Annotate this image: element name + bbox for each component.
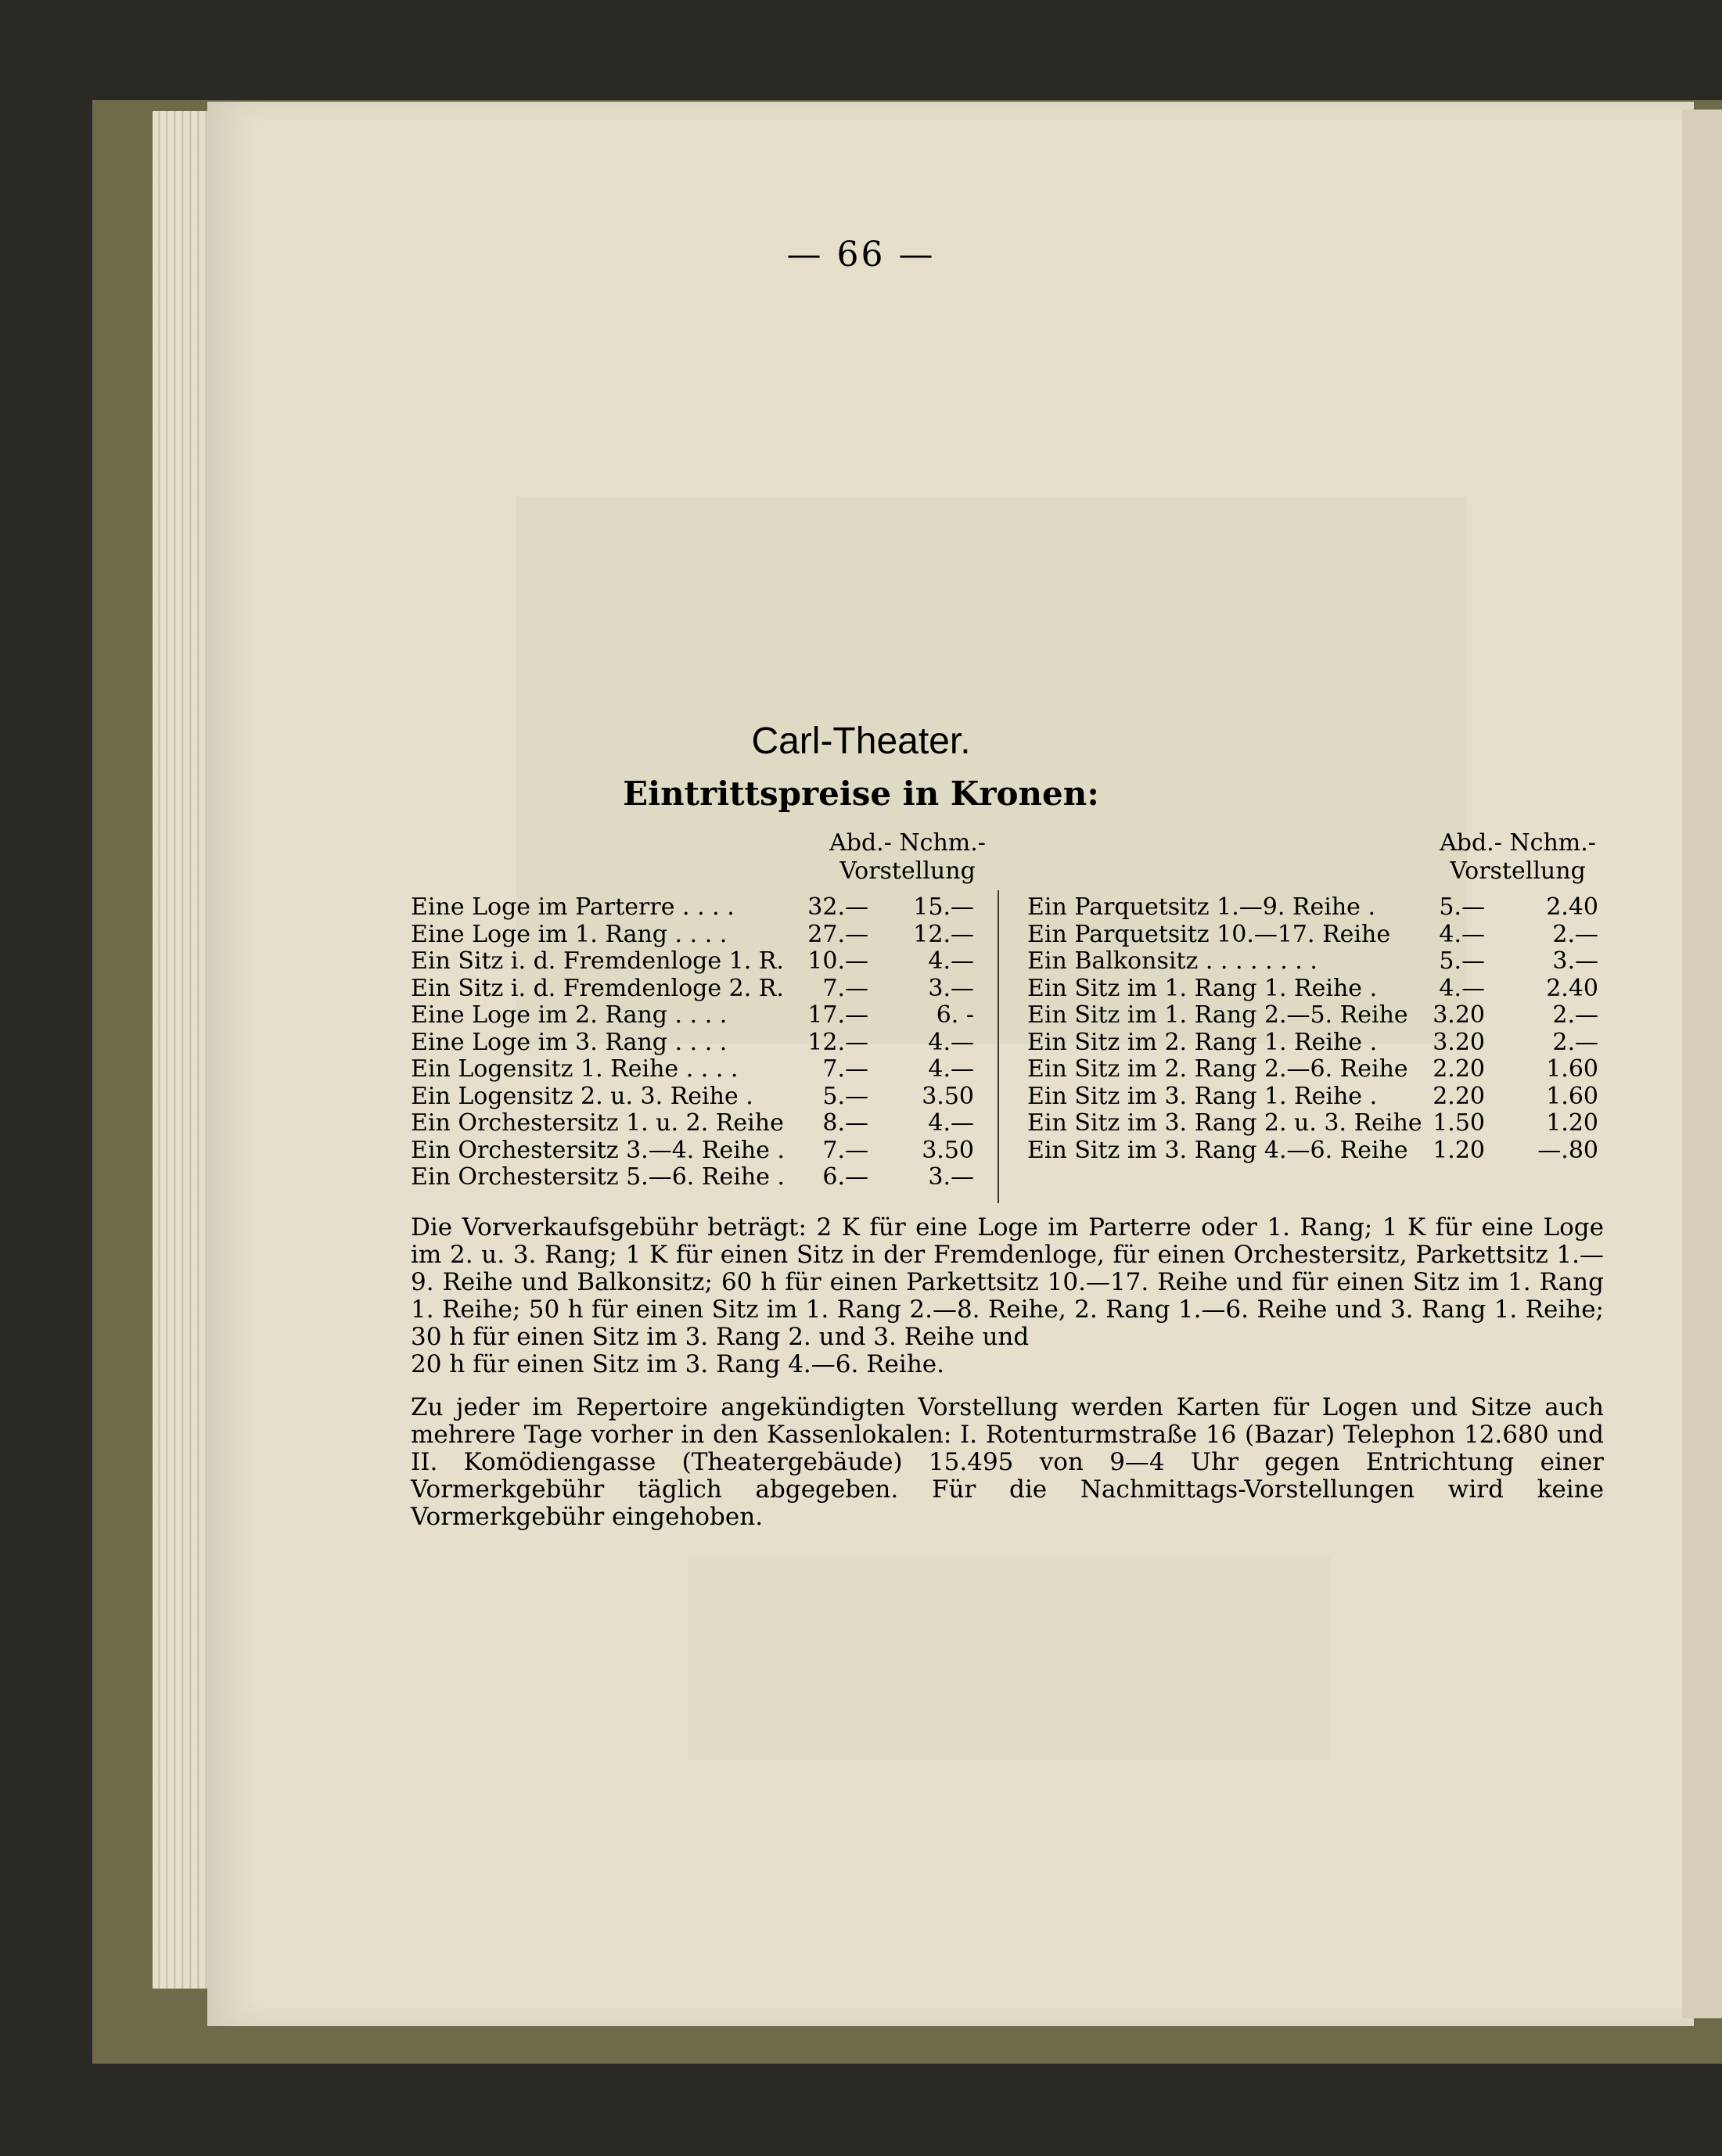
seat-label: Ein Sitz i. d. Fremdenloge 2. R. [411, 974, 784, 1002]
evening-price: 32.— [807, 893, 868, 921]
evening-price: 4.— [1439, 974, 1485, 1002]
seat-label: Ein Orchestersitz 5.—6. Reihe . [411, 1163, 785, 1191]
right-column-heading-line1: Abd.- Nchm.- [1440, 829, 1596, 857]
seat-label: Ein Sitz im 2. Rang 1. Reihe . [1027, 1028, 1378, 1056]
evening-price: 5.— [1439, 893, 1485, 921]
page-number: — 66 — [786, 235, 936, 275]
right-column-heading [1400, 829, 1635, 886]
afternoon-price: 2.— [1552, 1001, 1598, 1029]
presale-fee-text: Die Vorverkaufsgebühr beträgt: 2 K für eine Loge im Parterre oder 1. Rang; 1 K für eine Loge im 2. u. 3. Rang; 1 K für einen Sitz in der Fremdenloge, für einen Orchestersitz, Parkettsitz 1.—9. Reihe und Balkonsitz; 60 h für einen Parkettsitz 10.—17. Reihe und für einen Sitz im 1. Rang 1. Reihe; 50 h für einen Sitz im 1. Rang 2.—8. Reihe, 2. Rang 1.—6. Reihe und 3. Rang 1. Reihe; 30 h für einen Sitz im 3. Rang 2. und 3. Reihe und [411, 1213, 1604, 1351]
afternoon-price: 2.40 [1546, 893, 1598, 921]
price-row [1027, 948, 1606, 976]
presale-fee-last-line: 20 h für einen Sitz im 3. Rang 4.—6. Reihe. [411, 1350, 944, 1378]
afternoon-price: 1.20 [1546, 1109, 1598, 1137]
seat-label: Ein Parquetsitz 1.—9. Reihe . [1027, 893, 1376, 921]
price-row [411, 922, 982, 949]
price-row [1027, 1056, 1606, 1083]
column-divider [998, 890, 999, 1203]
seat-label: Ein Sitz im 3. Rang 2. u. 3. Reihe [1027, 1109, 1422, 1137]
afternoon-price: 12.— [913, 920, 974, 948]
right-column-heading-line2: Vorstellung [1450, 857, 1586, 885]
page-subtitle: Eintrittspreise in Kronen: [623, 774, 1099, 813]
evening-price: 5.— [1439, 947, 1485, 975]
afternoon-price: 2.— [1552, 920, 1598, 948]
seat-label: Ein Parquetsitz 10.—17. Reihe [1027, 920, 1391, 948]
afternoon-price: 3.50 [922, 1136, 974, 1164]
afternoon-price: 1.60 [1546, 1055, 1598, 1083]
afternoon-price: 3.— [928, 1163, 974, 1191]
seat-label: Ein Sitz im 3. Rang 1. Reihe . [1027, 1082, 1378, 1110]
afternoon-price: —.80 [1537, 1136, 1598, 1164]
price-row [1027, 976, 1606, 1003]
evening-price: 17.— [807, 1001, 868, 1029]
price-row [411, 1083, 982, 1111]
afternoon-price: 4.— [928, 947, 974, 975]
afternoon-price: 4.— [928, 1109, 974, 1137]
evening-price: 1.20 [1433, 1136, 1485, 1164]
afternoon-price: 4.— [928, 1028, 974, 1056]
seat-label: Ein Balkonsitz . . . . . . . . [1027, 947, 1318, 975]
seat-label: Eine Loge im Parterre . . . . [411, 893, 735, 921]
price-row [411, 948, 982, 976]
price-row [1027, 1110, 1606, 1137]
afternoon-price: 2.— [1552, 1028, 1598, 1056]
price-row [1027, 894, 1606, 922]
evening-price: 4.— [1439, 920, 1485, 948]
right-price-table [1027, 894, 1606, 1164]
price-row [1027, 922, 1606, 949]
seat-label: Ein Sitz i. d. Fremdenloge 1. R. [411, 947, 784, 975]
evening-price: 6.— [822, 1163, 868, 1191]
evening-price: 3.20 [1433, 1001, 1485, 1029]
price-row [1027, 1137, 1606, 1165]
price-row [1027, 1029, 1606, 1057]
seat-label: Eine Loge im 1. Rang . . . . [411, 920, 728, 948]
evening-price: 8.— [822, 1109, 868, 1137]
evening-price: 3.20 [1433, 1028, 1485, 1056]
afternoon-price: 6. - [936, 1001, 974, 1029]
afternoon-price: 3.— [928, 974, 974, 1002]
price-row [1027, 1083, 1606, 1111]
afternoon-price: 4.— [928, 1055, 974, 1083]
evening-price: 5.— [822, 1082, 868, 1110]
evening-price: 12.— [807, 1028, 868, 1056]
seat-label: Ein Sitz im 1. Rang 1. Reihe . [1027, 974, 1378, 1002]
price-row [411, 1002, 982, 1029]
afternoon-price: 1.60 [1546, 1082, 1598, 1110]
seat-label: Eine Loge im 3. Rang . . . . [411, 1028, 728, 1056]
afternoon-price: 2.40 [1546, 974, 1598, 1002]
left-price-table [411, 894, 982, 1191]
seat-label: Ein Logensitz 2. u. 3. Reihe . [411, 1082, 753, 1110]
evening-price: 27.— [807, 920, 868, 948]
left-column-heading-line1: Abd.- Nchm.- [829, 829, 986, 857]
evening-price: 2.20 [1433, 1082, 1485, 1110]
seat-label: Ein Logensitz 1. Reihe . . . . [411, 1055, 739, 1083]
seat-label: Eine Loge im 2. Rang . . . . [411, 1001, 728, 1029]
bleed-through-text [688, 1557, 1330, 1760]
booking-paragraph [411, 1394, 1604, 1531]
booking-text: Zu jeder im Repertoire angekündigten Vorstellung werden Karten für Logen und Sitze auch mehrere Tage vorher in den Kassenlokalen: I. Rotenturmstraße 16 (Bazar) Telephon 12.680 und II. Komödiengasse (Theatergebäude) 15.495 von 9—4 Uhr gegen Entrichtung einer Vormerkgebühr täglich abgegeben. Für die Nachmittags-Vorstellungen wird keine Vormerkgebühr eingehoben. [411, 1393, 1604, 1531]
evening-price: 10.— [807, 947, 868, 975]
afternoon-price: 3.— [1552, 947, 1598, 975]
price-row [411, 1029, 982, 1057]
evening-price: 1.50 [1433, 1109, 1485, 1137]
left-column-heading [790, 829, 1025, 886]
page-title: Carl-Theater. [751, 720, 971, 762]
evening-price: 7.— [822, 1055, 868, 1083]
price-row [411, 1056, 982, 1083]
seat-label: Ein Orchestersitz 3.—4. Reihe . [411, 1136, 785, 1164]
price-row [411, 894, 982, 922]
price-row [411, 1110, 982, 1137]
price-row [411, 1137, 982, 1165]
seat-label: Ein Sitz im 2. Rang 2.—6. Reihe [1027, 1055, 1408, 1083]
left-column-heading-line2: Vorstellung [839, 857, 976, 885]
seat-label: Ein Sitz im 3. Rang 4.—6. Reihe [1027, 1136, 1408, 1164]
evening-price: 2.20 [1433, 1055, 1485, 1083]
seat-label: Ein Sitz im 1. Rang 2.—5. Reihe [1027, 1001, 1408, 1029]
price-row [411, 1164, 982, 1191]
afternoon-price: 3.50 [922, 1082, 974, 1110]
presale-fee-paragraph [411, 1214, 1604, 1378]
seat-label: Ein Orchestersitz 1. u. 2. Reihe [411, 1109, 784, 1137]
afternoon-price: 15.— [913, 893, 974, 921]
evening-price: 7.— [822, 1136, 868, 1164]
evening-price: 7.— [822, 974, 868, 1002]
price-row [1027, 1002, 1606, 1029]
price-row [411, 976, 982, 1003]
page-right-edge [1682, 110, 1722, 2018]
